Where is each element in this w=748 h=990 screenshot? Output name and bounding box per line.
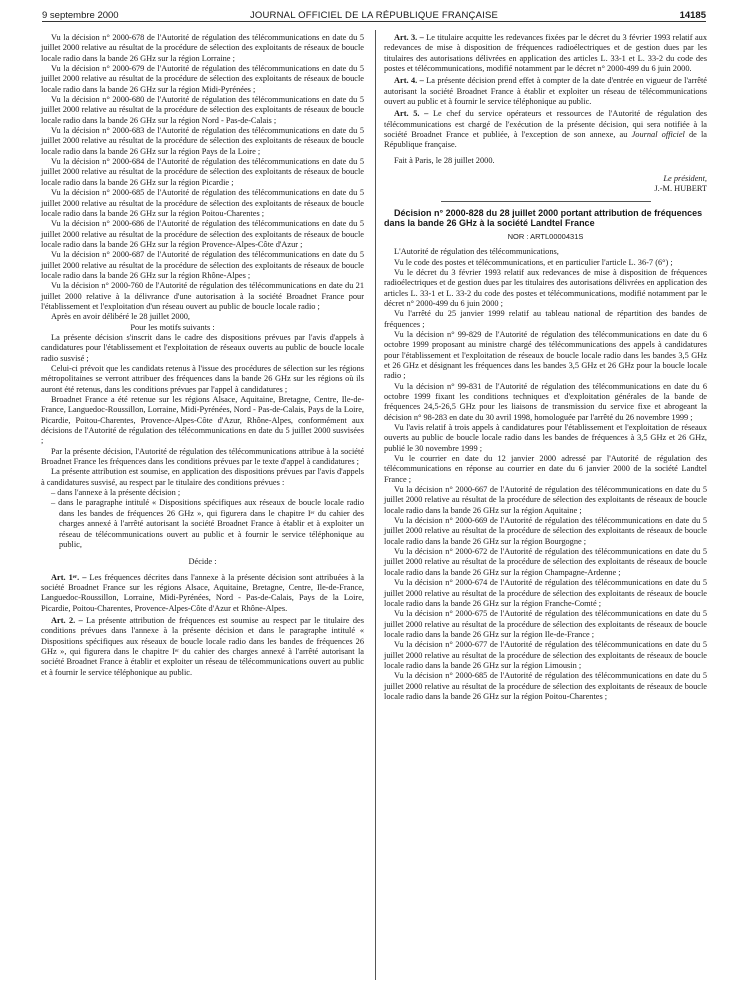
body-paragraph: Vu la décision n° 99-829 de l'Autorité de régulation des télécommunications en date du 6 octobre 1999 proposant au ministre chargé des télécommunications des appels à candidatures pour l'établissement et l'exploitation de réseaux de boucle locale radio dans les bandes 3,5 GHz et 26 GHz et désignant les fréquences dans les bandes 3,5 GHz et 26 GHz pour la boucle locale radio ; bbox=[384, 329, 707, 381]
right-column bbox=[384, 33, 707, 702]
article-1 bbox=[41, 573, 364, 614]
considerant-paragraph: La présente décision s'inscrit dans le cadre des dispositions prévues par l'avis d'appels à candidatures pour l'établissement et l'exploitation de réseaux ouverts au public de boucle locale radio susvisé ; bbox=[41, 332, 364, 363]
visa-paragraph: Vu la décision n° 2000-687 de l'Autorité de régulation des télécommunications en date du 5 juillet 2000 relative au résultat de la procédure de sélection des exploitants de réseaux de boucle locale radio dans la bande 26 GHz sur la région Rhône-Alpes ; bbox=[41, 250, 364, 280]
body-paragraph: Vu la décision n° 2000-677 de l'Autorité de régulation des télécommunications en date du 5 juillet 2000 relative au résultat de la procédure de sélection des exploitants de réseaux de boucle locale radio dans la bande 26 GHz sur la région Limousin ; bbox=[384, 640, 707, 670]
body-paragraph: Vu l'avis relatif à trois appels à candidatures pour l'établissement et l'exploitation de réseaux ouverts au public de boucle locale radio dans les bandes de fréquences à 3,5 GHz et 26 GHz, publié le 30 novembre 1999 ; bbox=[384, 423, 707, 453]
signature-name: J.-M. HUBERT bbox=[654, 184, 707, 194]
motifs-heading: Pour les motifs suivants : bbox=[130, 322, 215, 332]
considerant-paragraph: Par la présente décision, l'Autorité de régulation des télécommunications attribue à la société Broadnet France les fréquences dans les conditions prévues par le texte d'appel à candidatures ; bbox=[41, 446, 364, 467]
article-4-label: Art. 4. – bbox=[394, 76, 424, 86]
article-4 bbox=[384, 76, 707, 107]
decision-title: Décision n° 2000-828 du 28 juillet 2000 portant attribution de fréquences dans la bande 26 GHz à la société Landtel France bbox=[384, 207, 703, 229]
column-separator bbox=[375, 30, 376, 980]
article-1-label: Art. 1ᵉʳ. – bbox=[51, 572, 87, 582]
article-5-text: Le chef du service opérateurs et ressources de l'Autorité de régulation des télécommunications est chargé de l'exécution de la présente décision, qui sera notifiée à la société Broadnet France et publiée, à l'exception de son annexe, au bbox=[384, 109, 707, 140]
body-paragraph: Vu le décret du 3 février 1993 relatif aux redevances de mise à disposition de fréquences radioélectriques et de gestion dues par les titulaires des autorisations délivrées en application des articles L. 33-1 et L. 33-2 du code des postes et télécommunications, modifié notamment par le décret n° 2000-499 du 6 juin 2000 ; bbox=[384, 267, 707, 308]
section-divider bbox=[441, 201, 651, 202]
visa-paragraph: Vu la décision n° 2000-686 de l'Autorité de régulation des télécommunications en date du 5 juillet 2000 relative au résultat de la procédure de sélection des exploitants de réseaux de boucle locale radio dans la bande 26 GHz sur la région Provence-Alpes-Côte d'Azur ; bbox=[41, 219, 364, 249]
article-5-end: de la République française. bbox=[384, 130, 708, 150]
signature-role: Le président, bbox=[663, 174, 707, 184]
article-3-text: Le titulaire acquitte les redevances fixées par le décret du 3 février 1993 relatif aux redevances de mise à disposition de fréquences radioélectriques et de gestion dues par les titulaires des autorisations délivrées en application des articles L. 33-1 et L. 33-2 du code des postes et télécommunications, modifié notamment par le décret n° 2000-499 du 6 juin 2000. bbox=[384, 33, 707, 74]
body-paragraph: Vu la décision n° 2000-675 de l'Autorité de régulation des télécommunications en date du 5 juillet 2000 relative au résultat de la procédure de sélection des exploitants de réseaux de boucle locale radio dans la bande 26 GHz sur la région Ile-de-France ; bbox=[384, 609, 707, 639]
header-date: 9 septembre 2000 bbox=[42, 10, 119, 21]
considerant-paragraph: La présente attribution est soumise, en application des dispositions prévues par l'avis d'appels à candidatures susvisé, au respect par le titulaire des conditions prévues : bbox=[41, 467, 364, 487]
header-rule bbox=[42, 21, 706, 22]
article-2 bbox=[41, 616, 364, 678]
header-journal-title: JOURNAL OFFICIEL DE LA RÉPUBLIQUE FRANÇAISE bbox=[249, 10, 499, 21]
body-paragraph: Vu la décision n° 2000-667 de l'Autorité de régulation des télécommunications en date du 5 juillet 2000 relative au résultat de la procédure de sélection des exploitants de réseaux de boucle locale radio dans la bande 26 GHz sur la région Aquitaine ; bbox=[384, 485, 707, 515]
body-paragraph: Vu le courrier en date du 12 janvier 2000 adressé par l'Autorité de régulation des télécommunications en réponse au courrier en date du 6 janvier 2000 de la société Landtel France ; bbox=[384, 454, 707, 484]
body-paragraph: Vu la décision n° 2000-685 de l'Autorité de régulation des télécommunications en date du 5 juillet 2000 relative au résultat de la procédure de sélection des exploitants de réseaux de boucle locale radio dans la bande 26 GHz sur la région Poitou-Charentes ; bbox=[384, 671, 707, 701]
decide-heading: Décide : bbox=[188, 557, 217, 567]
left-column bbox=[41, 33, 364, 678]
fait-a-paris: Fait à Paris, le 28 juillet 2000. bbox=[394, 155, 495, 165]
visa-paragraph: Vu la décision n° 2000-760 de l'Autorité de régulation des télécommunications en date du 21 juillet 2000 relative à la délivrance d'une autorisation à la société Broadnet France pour l'établissement et l'exploitation d'un réseau ouvert au public de boucle locale radio ; bbox=[41, 281, 364, 311]
body-paragraph: Vu la décision n° 2000-669 de l'Autorité de régulation des télécommunications en date du 5 juillet 2000 relative au résultat de la procédure de sélection des exploitants de réseaux de boucle locale radio dans la bande 26 GHz sur la région Bourgogne ; bbox=[384, 516, 707, 546]
body-paragraph: Vu la décision n° 2000-674 de l'Autorité de régulation des télécommunications en date du 5 juillet 2000 relative au résultat de la procédure de sélection des exploitants de réseaux de boucle locale radio dans la bande 26 GHz sur la région Franche-Comté ; bbox=[384, 578, 707, 608]
body-paragraph: Vu l'arrêté du 25 janvier 1999 relatif au tableau national de répartition des bandes de fréquences ; bbox=[384, 309, 707, 329]
condition-dash-item: – dans l'annexe à la présente décision ; bbox=[51, 488, 181, 498]
journal-officiel-mention: Journal officiel bbox=[631, 130, 685, 140]
body-paragraph: L'Autorité de régulation des télécommunications, bbox=[394, 247, 559, 257]
header-page-number: 14185 bbox=[679, 10, 706, 21]
visa-paragraph: Vu la décision n° 2000-684 de l'Autorité de régulation des télécommunications en date du 5 juillet 2000 relative au résultat de la procédure de sélection des exploitants de réseaux de boucle locale radio dans la bande 26 GHz sur la région Picardie ; bbox=[41, 157, 364, 187]
visa-paragraph: Vu la décision n° 2000-679 de l'Autorité de régulation des télécommunications en date du 5 juillet 2000 relative au résultat de la procédure de sélection des exploitants de réseaux de boucle locale radio dans la bande 26 GHz sur la région Midi-Pyrénées ; bbox=[41, 64, 364, 94]
considerant-paragraph: Celui-ci prévoit que les candidats retenus à l'issue des procédures de sélection sur les régions métropolitaines se verront attribuer des fréquences dans la bande 26 GHz sur les régions où ils auront été retenus, dans les conditions prévues par l'appel à candidatures ; bbox=[41, 364, 364, 394]
article-1-text: Les fréquences décrites dans l'annexe à la présente décision sont attribuées à la société Broadnet France sur les régions Alsace, Aquitaine, Bretagne, Centre, Ile-de-France, Languedoc-Roussillon, Lorraine, Midi-Pyrénées, Nord - Pas-de-Calais, Pays de la Loire, Picardie, Poitou-Charentes, Provence-Alpes-Côte d'Azur et Rhône-Alpes. bbox=[41, 572, 364, 613]
body-paragraph: Vu le code des postes et télécommunications, et en particulier l'article L. 36-7 (6°) ; bbox=[394, 257, 673, 267]
visa-paragraph: Vu la décision n° 2000-683 de l'Autorité de régulation des télécommunications en date du 5 juillet 2000 relative au résultat de la procédure de sélection des exploitants de réseaux de boucle locale radio dans la bande 26 GHz sur la région Pays de la Loire ; bbox=[41, 126, 364, 156]
visa-paragraph: Vu la décision n° 2000-678 de l'Autorité de régulation des télécommunications en date du 5 juillet 2000 relative au résultat de la procédure de sélection des exploitants de réseaux de boucle locale radio dans la bande 26 GHz sur la région Lorraine ; bbox=[41, 33, 364, 63]
article-3 bbox=[384, 33, 707, 74]
condition-dash-item: – dans le paragraphe intitulé « Dispositions spécifiques aux réseaux de boucle locale radio dans les bandes de fréquences 26 GHz », qui figurera dans le chapitre Iᵉʳ du cahier des charges annexé à l'arrêté autorisant la société Broadnet France à établir et à exploiter un réseau de télécommunications ouvert au public et à fournir le service téléphonique au public, bbox=[51, 498, 364, 549]
apres-deliberation: Après en avoir délibéré le 28 juillet 2000, bbox=[51, 312, 191, 322]
nor-reference: NOR : ARTL0000431S bbox=[507, 231, 584, 241]
visa-paragraph: Vu la décision n° 2000-680 de l'Autorité de régulation des télécommunications en date du 5 juillet 2000 relative au résultat de la procédure de sélection des exploitants de réseaux de boucle locale radio dans la bande 26 GHz sur la région Nord - Pas-de-Calais ; bbox=[41, 95, 364, 125]
article-5 bbox=[384, 109, 707, 150]
visa-paragraph: Vu la décision n° 2000-685 de l'Autorité de régulation des télécommunications en date du 5 juillet 2000 relative au résultat de la procédure de sélection des exploitants de réseaux de boucle locale radio dans la bande 26 GHz sur la région Poitou-Charentes ; bbox=[41, 188, 364, 218]
article-5-label: Art. 5. – bbox=[394, 109, 429, 119]
signature-block bbox=[384, 174, 707, 195]
article-3-label: Art. 3. – bbox=[394, 33, 424, 42]
article-4-text: La présente décision prend effet à compter de la date d'entrée en vigueur de l'arrêté autorisant la société Broadnet France à établir et exploiter un réseau de télécommunications ouvert au public et à fournir le service téléphonique au public. bbox=[384, 76, 707, 107]
article-2-label: Art. 2. – bbox=[51, 615, 83, 625]
body-paragraph: Vu la décision n° 2000-672 de l'Autorité de régulation des télécommunications en date du 5 juillet 2000 relative au résultat de la procédure de sélection des exploitants de réseaux de boucle locale radio dans la bande 26 GHz sur la région Champagne-Ardenne ; bbox=[384, 547, 707, 577]
article-2-text: La présente attribution de fréquences est soumise au respect par le titulaire des conditions prévues dans l'annexe à la présente décision et dans le paragraphe intitulé « Dispositions spécifiques aux réseaux de boucle locale radio dans les bandes de fréquences 26 GHz », qui figurera dans le chapitre Iᵉʳ du cahier des charges annexé à l'arrêté autorisant la société Broadnet France à établir et exploiter un réseau de télécommunications ouvert au public et à fournir le service téléphonique au public. bbox=[41, 615, 364, 677]
considerant-paragraph: Broadnet France a été retenue sur les régions Alsace, Aquitaine, Bretagne, Centre, Ile-de-France, Languedoc-Roussillon, Lorraine, Midi-Pyrénées, Nord - Pas-de-Calais, Pays de la Loire, Picardie, Poitou-Charentes, Provence-Alpes-Côte d'Azur, Rhône-Alpes, conformément aux décisions de l'Autorité de régulation des télécommunications en date du 5 juillet 2000 susvisées ; bbox=[41, 395, 365, 446]
body-paragraph: Vu la décision n° 99-831 de l'Autorité de régulation des télécommunications en date du 6 octobre 1999 fixant les conditions techniques et d'exploitation générales de la bande de fréquences 24,5-26,5 GHz pour les liaisons de transmission du service fixe et abrogeant la décision n° 98-283 en date du 30 avril 1998, homologuée par l'arrêté du 26 novembre 1999 ; bbox=[384, 381, 707, 422]
